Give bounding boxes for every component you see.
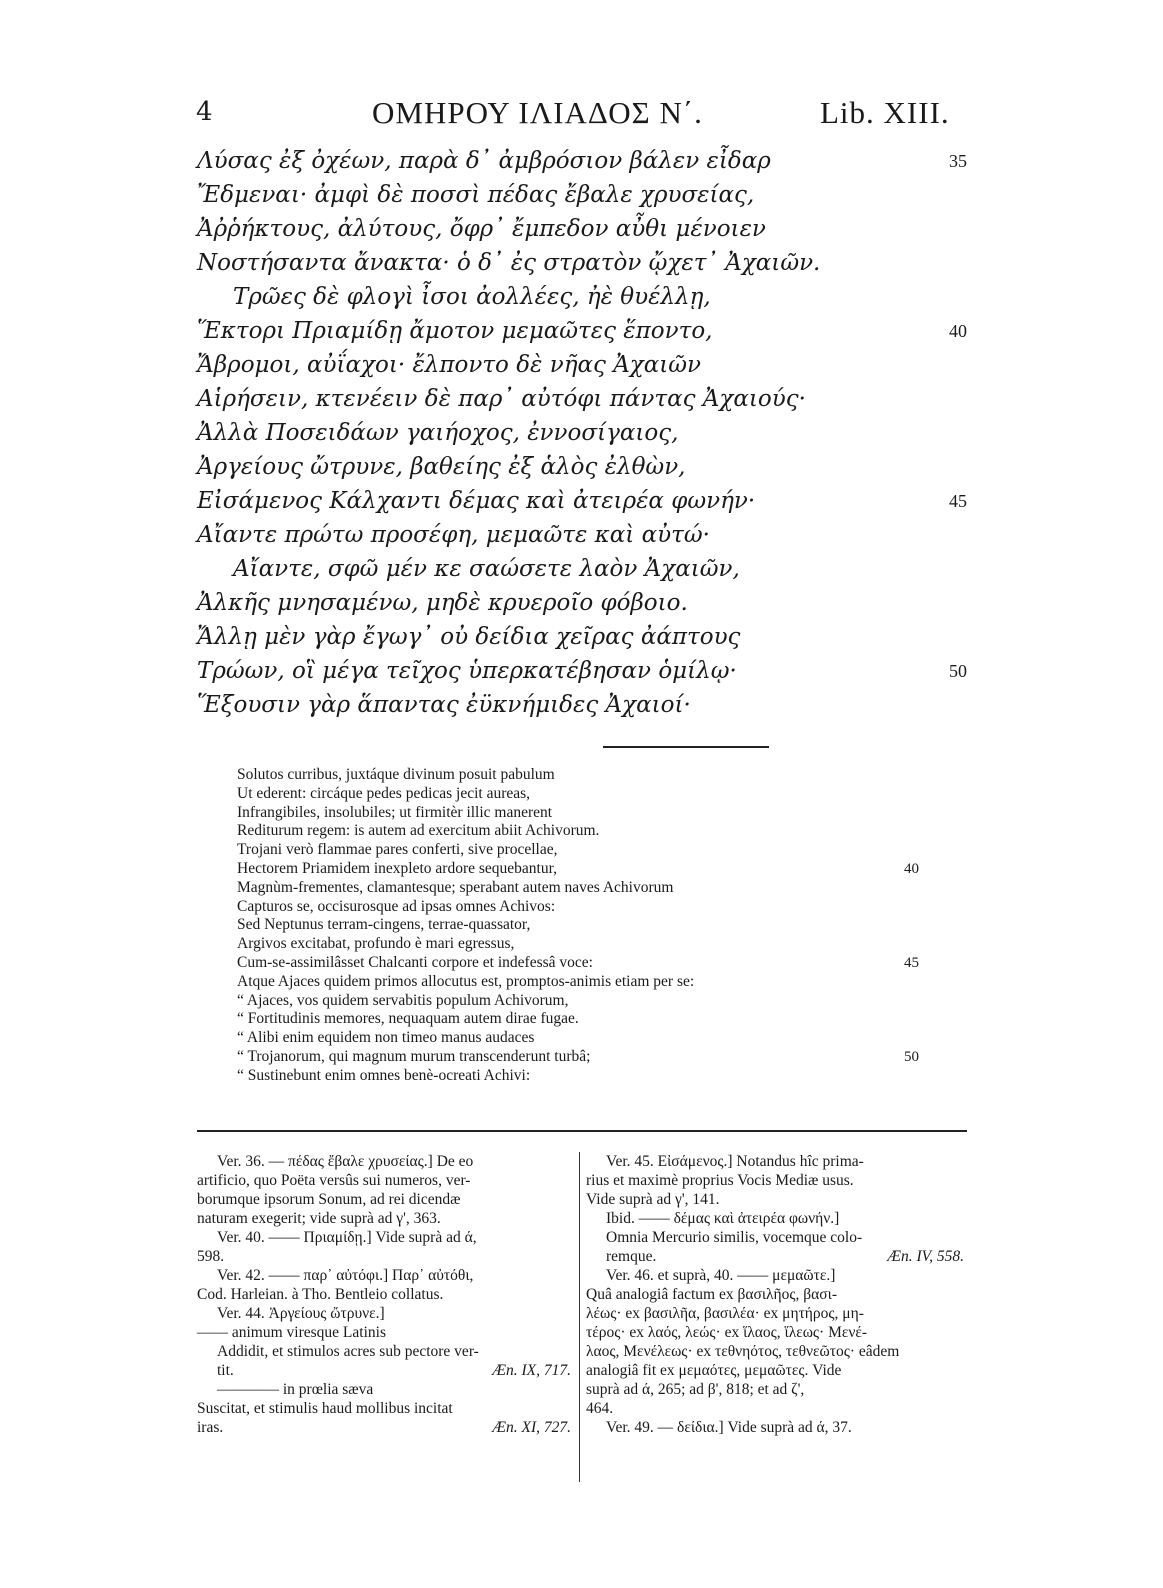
greek-line: [197, 416, 967, 450]
note-line-text: Addidit, et stimulos acres sub pectore ver-: [217, 1343, 479, 1360]
note-line: [586, 1304, 964, 1323]
note-line: [586, 1361, 964, 1380]
greek-line-text: Ἄβρομοι, αὐΐαχοι· ἔλποντο δὲ νῆας Ἀχαιῶν: [197, 352, 702, 378]
greek-line-text: Ἀῤῥήκτους, ἀλύτους, ὄφρ᾽ ἔμπεδον αὖθι μένοιεν: [197, 216, 766, 242]
note-line-text: suprà ad ά, 265; ad β', 818; et ad ζ',: [586, 1381, 805, 1398]
note-line-text: 464.: [586, 1400, 614, 1417]
note-line: [197, 1361, 571, 1380]
note-line: [586, 1323, 964, 1342]
latin-line-text: Sed Neptunus terram-cingens, terrae-quassator,: [237, 916, 531, 934]
note-line: [586, 1266, 964, 1285]
latin-line: [237, 898, 919, 917]
greek-line: [197, 280, 967, 314]
latin-line-text: Hectorem Priamidem inexpleto ardore sequebantur,: [237, 859, 558, 877]
note-line-text: Ver. 44. Ἀργείους ὤτρυνε.]: [217, 1305, 385, 1322]
note-line-text: Cod. Harleian. à Tho. Bentleio collatus.: [197, 1286, 444, 1303]
note-line-text: tit.: [217, 1362, 234, 1379]
latin-line-text: “ Fortitudinis memores, nequaquam autem dirae fugae.: [237, 1010, 579, 1028]
greek-line: [197, 246, 967, 280]
greek-line-text: Τρῶες δὲ φλογὶ ἶσοι ἀολλέες, ἠὲ θυέλλῃ,: [233, 284, 711, 310]
greek-line: [197, 620, 967, 654]
note-line: [586, 1342, 964, 1361]
notes-right-column: [586, 1152, 964, 1437]
latin-line-text: Cum-se-assimilâsset Chalcanti corpore et indefessâ voce:: [237, 953, 593, 971]
note-line: [197, 1171, 571, 1190]
latin-line-text: “ Sustinebunt enim omnes benè-ocreati Achivi:: [237, 1066, 531, 1084]
latin-line: [237, 1029, 919, 1048]
note-line-text: iras.: [197, 1419, 224, 1436]
note-line: [197, 1228, 571, 1247]
note-reference: Æn. IX, 717.: [492, 1362, 571, 1379]
latin-line-text: “ Trojanorum, qui magnum murum transcenderunt turbâ;: [237, 1047, 591, 1065]
note-line-text: naturam exegerit; vide suprà ad γ', 363.: [197, 1210, 441, 1227]
note-line-text: remque.: [606, 1248, 657, 1265]
latin-line: [237, 992, 919, 1011]
greek-line-text: Ἀλλὰ Ποσειδάων γαιήοχος, ἐννοσίγαιος,: [197, 420, 679, 446]
note-line: [586, 1380, 964, 1399]
latin-line: [237, 1010, 919, 1029]
note-line: [586, 1285, 964, 1304]
note-line-text: Quâ analogiâ factum ex βασιλῆος, βασι-: [586, 1286, 837, 1303]
latin-line: [237, 860, 919, 879]
latin-line: [237, 954, 919, 973]
note-line-text: analogiâ fit ex μεμαότες, μεμαῶτες. Vide: [586, 1362, 842, 1379]
latin-line-text: Capturos se, occisurosque ad ipsas omnes Achivos:: [237, 897, 556, 915]
line-number: 45: [949, 491, 967, 511]
footnote-rule: [197, 1130, 967, 1132]
latin-translation: [237, 766, 919, 1086]
note-line: [197, 1285, 571, 1304]
note-line-text: borumque ipsorum Sonum, ad rei dicendæ: [197, 1191, 461, 1208]
latin-line-text: Magnùm-frementes, clamantesque; sperabant autem naves Achivorum: [237, 878, 674, 896]
note-line: [197, 1209, 571, 1228]
note-line: [586, 1399, 964, 1418]
note-reference: Æn. IV, 558.: [887, 1248, 964, 1265]
note-line-text: Suscitat, et stimulis haud mollibus incitat: [197, 1400, 453, 1417]
book-number: Lib. XIII.: [820, 95, 950, 130]
note-line: [586, 1152, 964, 1171]
note-line-text: —— animum viresque Latinis: [197, 1324, 386, 1341]
greek-line-text: Ἕξουσιν γὰρ ἅπαντας ἐϋκνήμιδες Ἀχαιοί·: [197, 692, 691, 718]
latin-line: [237, 804, 919, 823]
greek-line-text: Αἴαντε πρώτω προσέφη, μεμαῶτε καὶ αὐτώ·: [197, 522, 710, 548]
note-reference: Æn. XI, 727.: [492, 1419, 571, 1436]
greek-line: [197, 450, 967, 484]
latin-line-text: Ut ederent: circáque pedes pedicas jecit aureas,: [237, 784, 531, 802]
greek-line-text: Τρώων, οἳ μέγα τεῖχος ὑπερκατέβησαν ὁμίλῳ·: [197, 658, 737, 684]
page-header: [0, 95, 1163, 135]
greek-verse: [197, 144, 967, 722]
note-line-text: λαος, Μενέλεως· ex τεθνηότος, τεθνεῶτος· eâdem: [586, 1343, 900, 1360]
note-line: [586, 1228, 964, 1247]
greek-line-text: Ἀλκῆς μνησαμένω, μηδὲ κρυεροῖο φόβοιο.: [197, 590, 688, 616]
latin-line: [237, 935, 919, 954]
greek-line-text: Ἔδμεναι· ἀμφὶ δὲ ποσσὶ πέδας ἔβαλε χρυσείας,: [197, 182, 755, 208]
note-line-text: artificio, quo Poëta versûs sui numeros, ver-: [197, 1172, 471, 1189]
note-line: [197, 1380, 571, 1399]
greek-line-text: Εἰσάμενος Κάλχαντι δέμας καὶ ἀτειρέα φωνήν·: [197, 488, 756, 514]
latin-line-text: Trojani verò flammae pares conferti, sive procellae,: [237, 841, 558, 859]
line-number: 50: [949, 661, 967, 681]
greek-line: [197, 518, 967, 552]
greek-line: [197, 212, 967, 246]
latin-line-text: Atque Ajaces quidem primos allocutus est, promptos-animis etiam per se:: [237, 972, 695, 990]
latin-line: [237, 1067, 919, 1086]
note-line-text: Ver. 36. — πέδας ἔβαλε χρυσείας.] De eo: [217, 1153, 474, 1170]
greek-line: [197, 314, 967, 348]
note-line-text: ———— in prœlia sæva: [217, 1381, 374, 1398]
note-line: [586, 1171, 964, 1190]
note-line: [197, 1304, 571, 1323]
latin-line: [237, 841, 919, 860]
note-line-text: λέως· ex βασιλῆα, βασιλέα· ex μητήρος, μη-: [586, 1305, 864, 1322]
greek-line: [197, 178, 967, 212]
note-line-text: Ibid. —— δέμας καὶ ἀτειρέα φωνήν.]: [606, 1210, 840, 1227]
latin-line: [237, 766, 919, 785]
greek-line: [197, 552, 967, 586]
note-line: [586, 1418, 964, 1437]
line-number: 50: [904, 1048, 919, 1065]
latin-line: [237, 916, 919, 935]
latin-line: [237, 1048, 919, 1067]
greek-line-text: Αἴαντε, σφῶ μέν κε σαώσετε λαὸν Ἀχαιῶν,: [233, 556, 740, 582]
line-number: 40: [949, 321, 967, 341]
greek-line-text: Ἄλλῃ μὲν γὰρ ἔγωγ᾽ οὐ δείδια χεῖρας ἀάπτους: [197, 624, 741, 650]
note-line: [197, 1152, 571, 1171]
line-number: 35: [949, 151, 967, 171]
note-line-text: Ver. 49. — δείδια.] Vide suprà ad ά, 37.: [606, 1419, 852, 1436]
greek-line: [197, 484, 967, 518]
note-line: [197, 1342, 571, 1361]
latin-line-text: “ Ajaces, vos quidem servabitis populum Achivorum,: [237, 991, 569, 1009]
greek-line-text: Λύσας ἐξ ὀχέων, παρὰ δ᾽ ἀμβρόσιον βάλεν εἶδαρ: [197, 148, 771, 174]
latin-line-text: “ Alibi enim equidem non timeo manus audaces: [237, 1029, 535, 1047]
note-line: [197, 1190, 571, 1209]
note-line-text: 598.: [197, 1248, 225, 1265]
greek-line-text: Αἱρήσειν, κτενέειν δὲ παρ᾽ αὐτόφι πάντας Ἀχαιούς·: [197, 386, 806, 412]
latin-line-text: Infrangibiles, insolubiles; ut firmitèr illic manerent: [237, 803, 553, 821]
latin-line: [237, 822, 919, 841]
note-line-text: Vide suprà ad γ', 141.: [586, 1191, 720, 1208]
greek-line-text: Νοστήσαντα ἄνακτα· ὁ δ᾽ ἐς στρατὸν ᾤχετ᾽ Ἀχαιῶν.: [197, 250, 821, 276]
greek-line-text: Ἕκτορι Πριαμίδῃ ἄμοτον μεμαῶτες ἕποντο,: [197, 318, 713, 344]
note-line-text: Ver. 40. —— Πριαμίδῃ.] Vide suprà ad ά,: [217, 1229, 477, 1246]
greek-line-text: Ἀργείους ὤτρυνε, βαθείης ἐξ ἁλὸς ἐλθὼν,: [197, 454, 686, 480]
greek-line: [197, 654, 967, 688]
note-line-text: τέρος· ex λαός, λεώς· ex ἵλαος, ἵλεως· Μενέ-: [586, 1324, 868, 1341]
greek-line: [197, 144, 967, 178]
note-line: [197, 1418, 571, 1437]
latin-line: [237, 879, 919, 898]
latin-line: [237, 973, 919, 992]
greek-line: [197, 688, 967, 722]
note-line-text: Omnia Mercurio similis, vocemque colo-: [606, 1229, 863, 1246]
column-divider: [579, 1152, 580, 1482]
note-line-text: Ver. 42. —— παρ᾽ αὐτόφι.] Παρ᾽ αὐτόθι,: [217, 1267, 474, 1284]
greek-line: [197, 586, 967, 620]
divider-rule: [603, 746, 769, 748]
latin-line: [237, 785, 919, 804]
latin-line-text: Rediturum regem: is autem ad exercitum abiit Achivorum.: [237, 822, 600, 840]
greek-line: [197, 382, 967, 416]
latin-line-text: Solutos curribus, juxtáque divinum posuit pabulum: [237, 766, 555, 783]
notes-left-column: [197, 1152, 571, 1437]
line-number: 40: [904, 860, 919, 877]
greek-line: [197, 348, 967, 382]
note-line-text: rius et maximè proprius Vocis Mediæ usus.: [586, 1172, 854, 1189]
note-line: [197, 1399, 571, 1418]
latin-line-text: Argivos excitabat, profundo è mari egressus,: [237, 935, 515, 953]
note-line-text: Ver. 46. et suprà, 40. —— μεμαῶτε.]: [606, 1267, 836, 1284]
line-number: 45: [904, 954, 919, 971]
note-line-text: Ver. 45. Εἰσάμενος.] Notandus hîc prima-: [606, 1153, 864, 1170]
note-line: [197, 1323, 571, 1342]
page-number: 4: [196, 97, 213, 127]
note-line: [197, 1247, 571, 1266]
note-line: [586, 1209, 964, 1228]
note-line: [586, 1247, 964, 1266]
note-line: [197, 1266, 571, 1285]
running-title: ΟΜΗΡΟΥ ΙΛΙΑΔΟΣ Ν΄.: [372, 95, 703, 130]
note-line: [586, 1190, 964, 1209]
